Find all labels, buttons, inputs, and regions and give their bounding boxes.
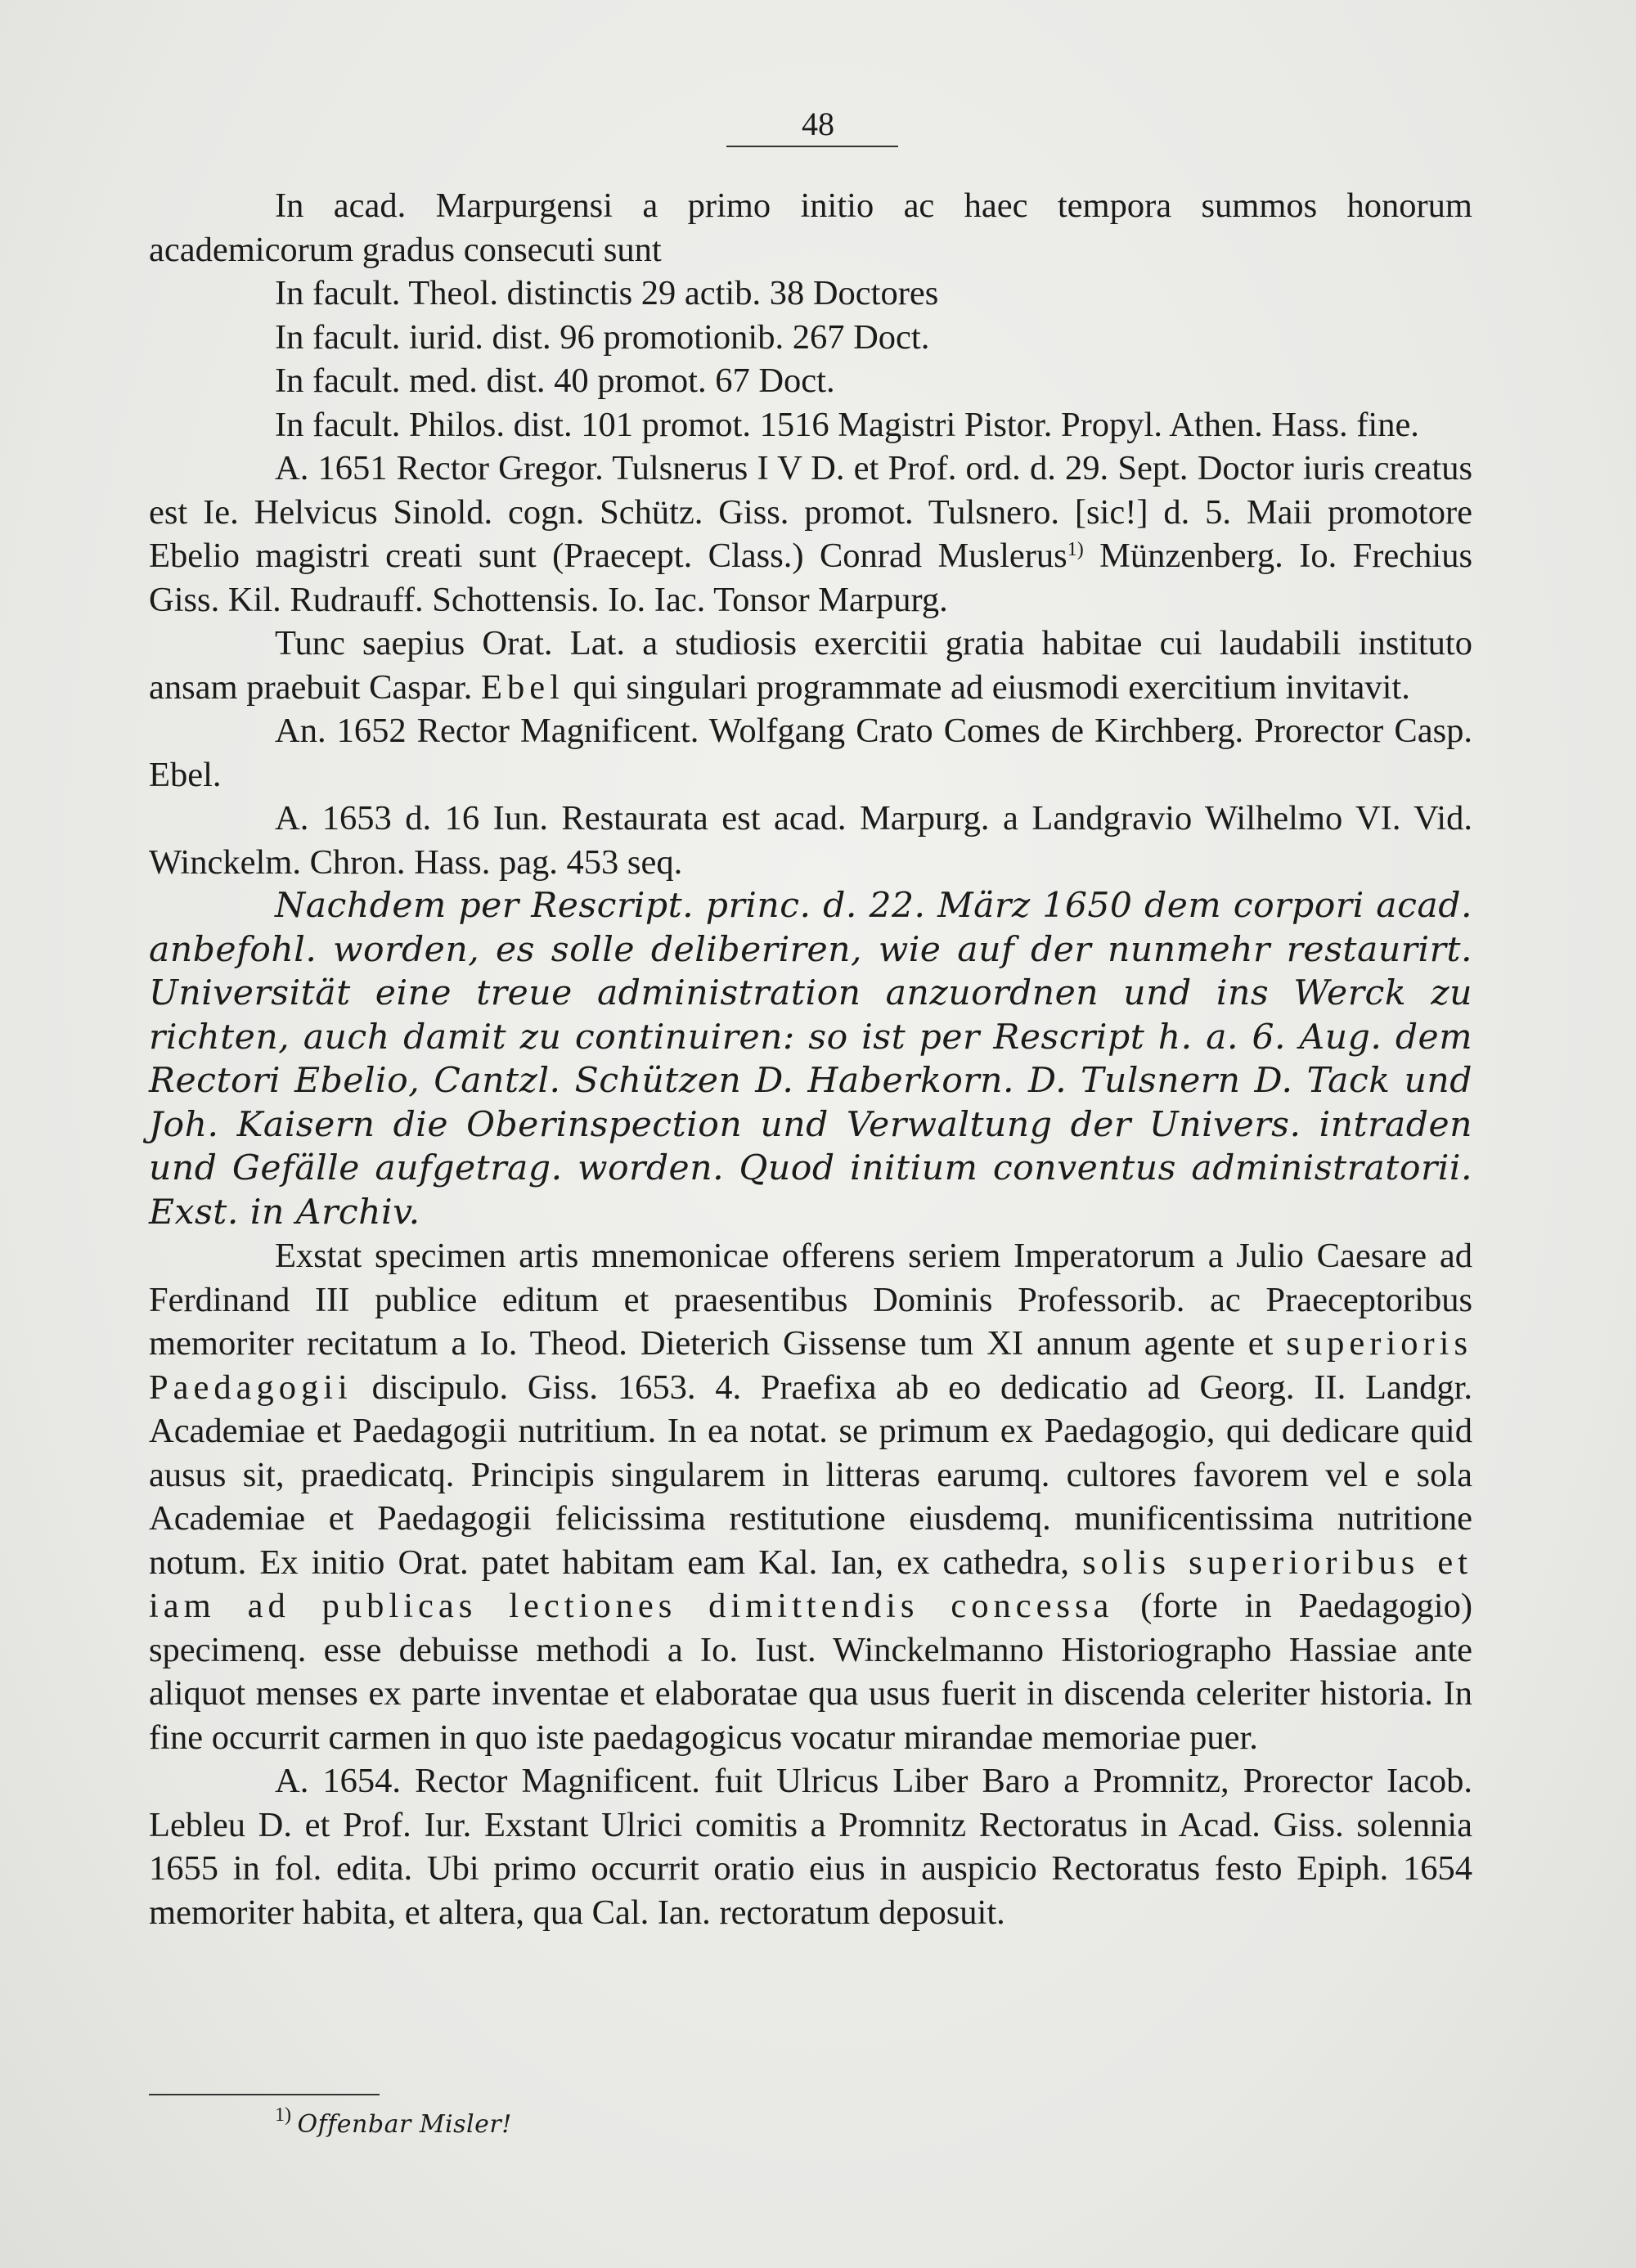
paragraph-11-text: Exstat specimen artis mnemonicae offerens seriem Imperatorum a Julio Caesare ad Ferdinand III publice editum et praesentibus Dominis Professorib. ac Praeceptoribus memoriter recitatum a Io. Theod. Dieterich Gissense tum XI annum agente et — [149, 1237, 1472, 1363]
paragraph-6-rest: Münzenberg. Io. Frechius Giss. Kil. Rudrauff. Schottensis. Io. Iac. Tonsor Marpurg. — [149, 537, 1473, 619]
paragraph-10: Nachdem per Rescript. princ. d. 22. März 1650 dem corpori acad. anbefohl. worden, es solle deliberiren, wie auf der nunmehr restaurirt. Universität eine treue administration anzuordnen und ins Werck zu richten, auch damit zu continuiren: so ist per Rescript h. a. 6. Aug. dem Rectori Ebelio, Cantzl. Schützen D. Haberkorn. D. Tulsnern D. Tack und Joh. Kaisern die Oberinspection und Verwaltung der Univers. intraden und Gefälle aufgetrag. worden. Quod initium conventus administratorii. Exst. in Archiv. — [149, 886, 1472, 1233]
ebel-spaced: Ebel — [481, 667, 564, 707]
superioris-spaced: superioris Paedagogii — [149, 1324, 1473, 1407]
paragraph-5: In facult. Philos. dist. 101 promot. 1516 Magistri Pistor. Propyl. Athen. Hass. fine. — [275, 405, 1419, 444]
paragraph-14: A. 1654. Rector Magnificent. fuit Ulricus Liber Baro a Promnitz, Prorector Iacob. Lebleu D. et Prof. Iur. Exstant Ulrici comitis a Promnitz Rectoratus in Acad. Giss. solennia 1655 in fol. edita. Ubi primo occurrit oratio eius in auspicio Rectoratus festo Epiph. 1654 memoriter habita, et altera, qua Cal. Ian. rectoratum deposuit. — [149, 1762, 1472, 1932]
paragraph-6-text: A. 1651 Rector Gregor. Tulsnerus I V D. et Prof. ord. d. 29. Sept. Doctor iuris creatus est Ie. Helvicus Sinold. cogn. Schütz. Giss. promot. Tulsnero. [sic!] d. 5. Maii promotore Ebelio magistri creati sunt (Praecept. Class.) Conrad Muslerus — [149, 449, 1472, 575]
paragraph-12: Praefixa ab eo dedicatio ad Georg. II. Landgr. Academiae et Paedagogii nutritium. In ea notat. se primum ex Paedagogio, qui dedicare quid ausus sit, praedicatq. Principis singularem in litteras earumq. cultores favorem vel e sola Academiae et Paedagogii felicissima restitutione eiusdemq. munificentissima nutritione notum. Ex initio Orat. patet habitam eam Kal. Ian, ex cathedra, — [149, 1368, 1473, 1582]
paragraph-7 — [149, 622, 1472, 709]
paragraph-6 — [149, 447, 1472, 622]
paragraph-11 — [149, 1234, 1472, 1759]
page-number: 48 — [802, 106, 834, 142]
paragraph-1: In acad. Marpurgensi a primo initio ac haec tempora summos honorum academicorum gradus consecuti sunt — [149, 186, 1472, 269]
paragraph-2: In facult. Theol. distinctis 29 actib. 38 Doctores — [275, 274, 939, 312]
solis-spaced: solis superioribus et iam ad publicas lectiones dimittendis concessa — [149, 1543, 1473, 1625]
paragraph-13: (forte in Paedagogio) specimenq. esse debuisse methodi a Io. Iust. Winckelmanno Historiographo Hassiae ante aliquot menses ex parte inventae et elaboratae qua usus fuerit in discenda celeriter historia. In fine occurrit carmen in quo iste paedagogicus vocatur mirandae memoriae puer. — [149, 1587, 1472, 1757]
footnote-marker: 1) — [275, 2104, 291, 2126]
paragraph-7-rest: qui singulari programmate ad eiusmodi exercitium invitavit. — [573, 667, 1410, 707]
paragraph-4: In facult. med. dist. 40 promot. 67 Doct. — [275, 362, 835, 400]
footnote-rule — [149, 2094, 380, 2095]
paragraph-3: In facult. iurid. dist. 96 promotionib. 267 Doct. — [275, 317, 930, 357]
footnote-ref: 1) — [1067, 539, 1084, 560]
footnote-text: Offenbar Misler! — [297, 2110, 512, 2139]
paragraph-7-text: Tunc saepius Orat. Lat. a studiosis exercitii gratia habitae cui laudabili instituto ansam praebuit Caspar. — [149, 624, 1472, 707]
footnote — [275, 2104, 512, 2141]
page-number-rule — [726, 146, 898, 147]
paragraph-9: A. 1653 d. 16 Iun. Restaurata est acad. Marpurg. a Landgravio Wilhelmo VI. Vid. Winckelm. Chron. Hass. pag. 453 seq. — [149, 799, 1472, 882]
paragraph-8: An. 1652 Rector Magnificent. Wolfgang Crato Comes de Kirchberg. Prorector Casp. Ebel. — [149, 712, 1472, 794]
paragraph-11-rest: discipulo. Giss. 1653. 4. — [371, 1368, 742, 1407]
body-text — [149, 184, 1472, 1934]
